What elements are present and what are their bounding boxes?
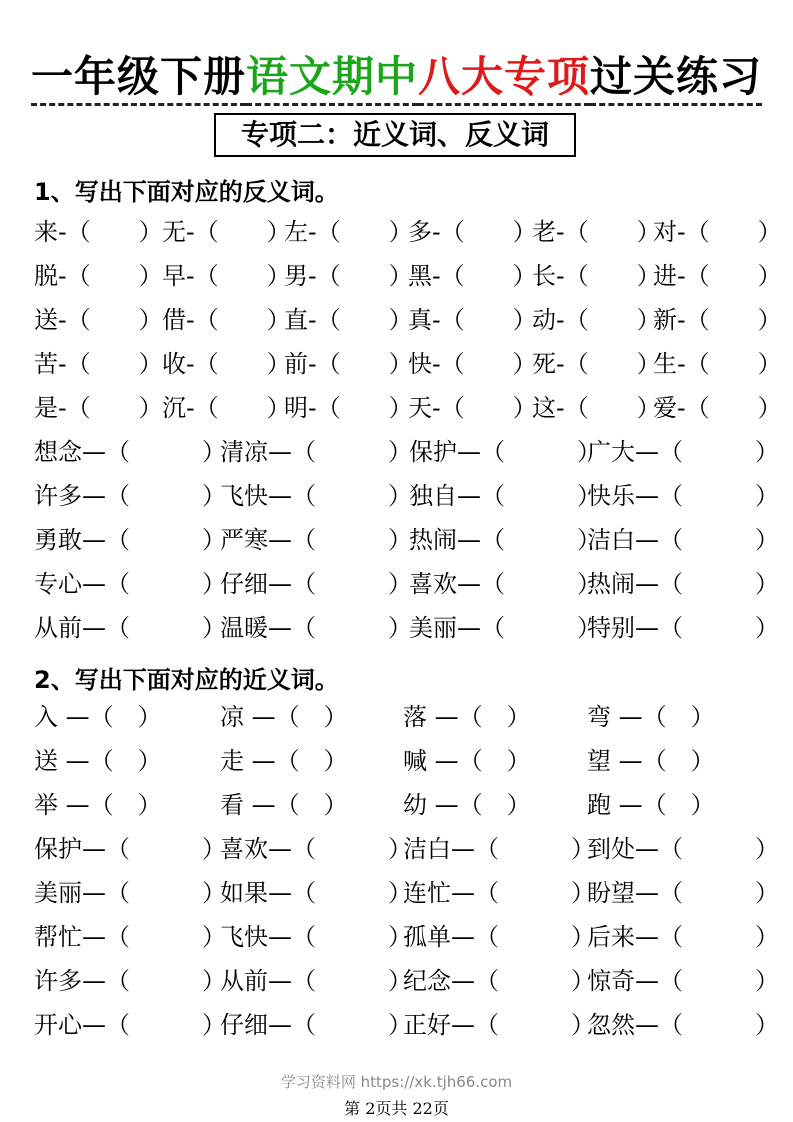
synonym-blank[interactable]: 凉 —（ ） [220,703,348,731]
synonym-blank[interactable]: 看 —（ ） [220,791,348,819]
synonym-blank[interactable]: 开心—（ ） [34,1011,226,1039]
section-2-heading: 2、写出下面对应的近义词。 [34,666,339,694]
synonym-blank[interactable]: 惊奇—（ ） [587,967,779,995]
antonym-blank[interactable]: 对-（ ） [653,218,782,246]
synonym-blank[interactable]: 忽然—（ ） [587,1011,779,1039]
antonym-blank[interactable]: 进-（ ） [653,262,782,290]
synonym-blank[interactable]: 望 —（ ） [587,747,715,775]
antonym-blank[interactable]: 前-（ ） [284,350,413,378]
antonym-blank[interactable]: 温暖—（ ） [220,614,412,642]
antonym-blank[interactable]: 长-（ ） [532,262,661,290]
antonym-blank[interactable]: 直-（ ） [284,306,413,334]
antonym-blank[interactable]: 男-（ ） [284,262,413,290]
antonym-blank[interactable]: 想念—（ ） [34,438,226,466]
synonym-blank[interactable]: 走 —（ ） [220,747,348,775]
antonym-blank[interactable]: 勇敢—（ ） [34,526,226,554]
antonym-blank[interactable]: 洁白—（ ） [587,526,779,554]
antonym-blank[interactable]: 苦-（ ） [34,350,163,378]
title-part-3: 八大专项 [418,52,590,106]
antonym-blank[interactable]: 脱-（ ） [34,262,163,290]
antonym-blank[interactable]: 新-（ ） [653,306,782,334]
antonym-blank[interactable]: 喜欢—（ ） [409,570,601,598]
synonym-blank[interactable]: 洁白—（ ） [403,835,595,863]
synonym-blank[interactable]: 飞快—（ ） [220,923,412,951]
synonym-blank[interactable]: 弯 —（ ） [587,703,715,731]
antonym-blank[interactable]: 生-（ ） [653,350,782,378]
antonym-blank[interactable]: 收-（ ） [162,350,291,378]
antonym-blank[interactable]: 独自—（ ） [409,482,601,510]
synonym-blank[interactable]: 如果—（ ） [220,879,412,907]
synonym-blank[interactable]: 送 —（ ） [34,747,162,775]
antonym-blank[interactable]: 仔细—（ ） [220,570,412,598]
section-subtitle: 专项二：近义词、反义词 [214,113,576,157]
page-title [0,44,793,104]
antonym-blank[interactable]: 从前—（ ） [34,614,226,642]
antonym-blank[interactable]: 明-（ ） [284,394,413,422]
synonym-blank[interactable]: 正好—（ ） [403,1011,595,1039]
title-part-4: 过关练习 [590,52,762,106]
synonym-blank[interactable]: 从前—（ ） [220,967,412,995]
antonym-blank[interactable]: 严寒—（ ） [220,526,412,554]
synonym-blank[interactable]: 跑 —（ ） [587,791,715,819]
antonym-blank[interactable]: 是-（ ） [34,394,163,422]
title-part-1: 一年级下册 [31,52,246,106]
antonym-blank[interactable]: 真-（ ） [408,306,537,334]
antonym-blank[interactable]: 早-（ ） [162,262,291,290]
source-footer: 学习资料网 https://xk.tjh66.com [280,1073,513,1091]
antonym-blank[interactable]: 热闹—（ ） [409,526,601,554]
antonym-blank[interactable]: 美丽—（ ） [409,614,601,642]
antonym-blank[interactable]: 爱-（ ） [653,394,782,422]
synonym-blank[interactable]: 后来—（ ） [587,923,779,951]
synonym-blank[interactable]: 许多—（ ） [34,967,226,995]
synonym-blank[interactable]: 举 —（ ） [34,791,162,819]
synonym-blank[interactable]: 纪念—（ ） [403,967,595,995]
antonym-blank[interactable]: 送-（ ） [34,306,163,334]
synonym-blank[interactable]: 落 —（ ） [403,703,531,731]
antonym-blank[interactable]: 飞快—（ ） [220,482,412,510]
antonym-blank[interactable]: 快乐—（ ） [587,482,779,510]
antonym-blank[interactable]: 无-（ ） [162,218,291,246]
antonym-blank[interactable]: 许多—（ ） [34,482,226,510]
antonym-blank[interactable]: 来-（ ） [34,218,163,246]
antonym-blank[interactable]: 热闹—（ ） [587,570,779,598]
antonym-blank[interactable]: 专心—（ ） [34,570,226,598]
antonym-blank[interactable]: 多-（ ） [408,218,537,246]
antonym-blank[interactable]: 老-（ ） [532,218,661,246]
synonym-blank[interactable]: 美丽—（ ） [34,879,226,907]
synonym-blank[interactable]: 连忙—（ ） [403,879,595,907]
synonym-blank[interactable]: 到处—（ ） [587,835,779,863]
antonym-blank[interactable]: 天-（ ） [408,394,537,422]
synonym-blank[interactable]: 喜欢—（ ） [220,835,412,863]
antonym-blank[interactable]: 黑-（ ） [408,262,537,290]
antonym-blank[interactable]: 保护—（ ） [409,438,601,466]
synonym-blank[interactable]: 保护—（ ） [34,835,226,863]
synonym-blank[interactable]: 帮忙—（ ） [34,923,226,951]
synonym-blank[interactable]: 幼 —（ ） [403,791,531,819]
antonym-blank[interactable]: 左-（ ） [284,218,413,246]
antonym-blank[interactable]: 动-（ ） [532,306,661,334]
title-part-2: 语文期中 [246,52,418,106]
antonym-blank[interactable]: 沉-（ ） [162,394,291,422]
antonym-blank[interactable]: 这-（ ） [532,394,661,422]
page-number: 第 2页共 22页 [344,1099,449,1118]
antonym-blank[interactable]: 清凉—（ ） [220,438,412,466]
antonym-blank[interactable]: 快-（ ） [408,350,537,378]
antonym-blank[interactable]: 广大—（ ） [587,438,779,466]
antonym-blank[interactable]: 死-（ ） [532,350,661,378]
synonym-blank[interactable]: 孤单—（ ） [403,923,595,951]
synonym-blank[interactable]: 盼望—（ ） [587,879,779,907]
antonym-blank[interactable]: 特别—（ ） [587,614,779,642]
synonym-blank[interactable]: 入 —（ ） [34,703,162,731]
synonym-blank[interactable]: 喊 —（ ） [403,747,531,775]
synonym-blank[interactable]: 仔细—（ ） [220,1011,412,1039]
section-1-heading: 1、写出下面对应的反义词。 [34,178,339,206]
antonym-blank[interactable]: 借-（ ） [162,306,291,334]
